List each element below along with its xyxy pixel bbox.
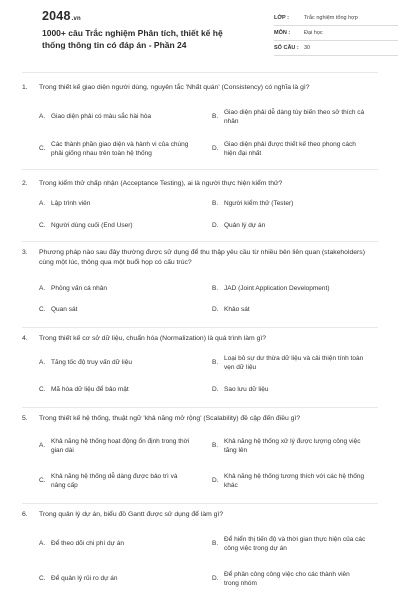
question-stem: Trong thiết kế hệ thống, thuật ngữ 'khả năng mở rộng' (Scalability) đề cập đến điều gì? <box>39 415 301 422</box>
info-row-count <box>274 41 398 56</box>
info-row-class <box>274 11 398 26</box>
option-letter: B. <box>212 442 219 450</box>
option-d[interactable] <box>212 304 380 316</box>
question-stem: Trong thiết kế giao diện người dùng, nguyên tắc 'Nhất quán' (Consistency) có nghĩa là gì? <box>39 84 310 91</box>
question-number: 5. <box>22 415 28 422</box>
question-2 <box>22 170 378 242</box>
option-letter: C. <box>39 306 46 314</box>
option-text: Để hiển thị tiến độ và thời gian thực hiện của các công việc trong dự án <box>224 535 366 552</box>
option-a[interactable] <box>39 435 207 457</box>
option-c[interactable] <box>39 304 207 316</box>
option-b[interactable] <box>212 533 380 555</box>
option-letter: C. <box>39 222 46 230</box>
option-letter: D. <box>212 222 219 230</box>
option-text: Khả năng hệ thống hoạt động ổn định trong thời gian dài <box>51 437 190 454</box>
option-text: Phỏng vấn cá nhân <box>51 285 108 293</box>
info-value: Đại học <box>304 30 323 36</box>
page-header <box>20 0 380 70</box>
option-letter: B. <box>212 113 219 121</box>
option-b[interactable] <box>212 352 380 374</box>
option-d[interactable] <box>212 139 380 159</box>
question-text <box>22 83 378 93</box>
option-text: Giao diện phải được thiết kế theo phong cách hiện đại nhất <box>224 140 356 157</box>
option-text: Tăng tốc độ truy vấn dữ liệu <box>51 359 132 367</box>
option-c[interactable] <box>39 220 207 232</box>
question-stem: Phương pháp nào sau đây thường được sử dụng để thu thập yêu cầu từ nhiều bên liên quan (stakeholders) cùng một lúc, thông qua một buổi họp có cấu trúc? <box>39 249 365 266</box>
option-c[interactable] <box>39 139 207 159</box>
question-text <box>22 179 378 189</box>
question-text <box>22 334 378 344</box>
info-label: MÔN : <box>274 30 291 36</box>
question-number: 6. <box>22 511 28 518</box>
option-text: Khả năng hệ thống dễ dàng được bảo trì và nâng cấp <box>51 472 178 489</box>
question-stem: Trong thiết kế cơ sở dữ liệu, chuẩn hóa (Normalization) là quá trình làm gì? <box>39 335 267 342</box>
option-d[interactable] <box>212 384 380 396</box>
info-value: 30 <box>304 45 311 51</box>
logo-text: 2048 <box>42 9 71 23</box>
option-letter: A. <box>39 200 46 208</box>
option-text: Khảo sát <box>224 306 250 314</box>
option-letter: D. <box>212 575 219 583</box>
option-letter: A. <box>39 285 46 293</box>
question-stem: Trong quản lý dự án, biểu đồ Gantt được sử dụng để làm gì? <box>39 511 224 518</box>
option-c[interactable] <box>39 568 207 590</box>
option-text: Mã hóa dữ liệu để bảo mật <box>51 386 129 394</box>
option-text: Giao diện phải dễ dàng tùy biến theo sở thích cá nhân <box>224 108 365 125</box>
option-b[interactable] <box>212 107 380 127</box>
option-d[interactable] <box>212 470 380 492</box>
option-letter: A. <box>39 540 46 548</box>
question-stem: Trong kiểm thử chấp nhận (Acceptance Testing), ai là người thực hiện kiểm thử? <box>39 180 283 187</box>
option-b[interactable] <box>212 198 380 210</box>
option-letter: B. <box>212 540 219 548</box>
option-c[interactable] <box>39 470 207 492</box>
option-text: Lập trình viên <box>51 200 91 208</box>
option-letter: A. <box>39 359 46 367</box>
option-text: Khả năng hệ thống xử lý được lượng công việc tăng lên <box>224 437 361 454</box>
question-number: 1. <box>22 84 28 91</box>
site-logo[interactable] <box>42 9 81 23</box>
option-text: Khả năng hệ thống tương thích với các hệ thống khác <box>224 472 365 489</box>
option-letter: A. <box>39 442 46 450</box>
info-value: Trắc nghiệm tổng hợp <box>304 15 358 21</box>
option-text: Quản lý dự án <box>224 222 266 230</box>
option-d[interactable] <box>212 568 380 590</box>
info-label: SỐ CÂU : <box>274 45 299 51</box>
question-text <box>22 510 378 520</box>
option-text: Quan sát <box>51 306 78 314</box>
option-text: Để phân công công việc cho các thành viên trong nhóm <box>224 570 350 587</box>
option-letter: C. <box>39 575 46 583</box>
logo-tld: .vn <box>71 16 81 22</box>
option-a[interactable] <box>39 352 207 374</box>
option-letter: D. <box>212 306 219 314</box>
question-4 <box>22 328 378 408</box>
option-letter: C. <box>39 477 46 485</box>
option-text: Người dùng cuối (End User) <box>51 222 133 230</box>
question-text <box>22 248 378 268</box>
option-letter: C. <box>39 145 46 153</box>
option-letter: D. <box>212 145 219 153</box>
option-text: Để quản lý rủi ro dự án <box>51 575 118 583</box>
option-text: Giao diện phải có màu sắc hài hòa <box>51 113 152 121</box>
option-letter: B. <box>212 200 219 208</box>
question-5 <box>22 408 378 504</box>
question-3 <box>22 242 378 328</box>
question-text <box>22 414 378 424</box>
question-number: 2. <box>22 180 28 187</box>
option-letter: B. <box>212 359 219 367</box>
question-6 <box>22 504 378 600</box>
option-letter: A. <box>39 113 46 121</box>
option-text: Loại bỏ sự dư thừa dữ liệu và cải thiện tính toàn vẹn dữ liệu <box>224 354 364 371</box>
option-a[interactable] <box>39 107 207 127</box>
option-text: Người kiểm thử (Tester) <box>224 200 294 208</box>
question-number: 3. <box>22 249 28 256</box>
option-d[interactable] <box>212 220 380 232</box>
info-table <box>274 11 398 56</box>
option-text: Để theo dõi chi phí dự án <box>51 540 125 548</box>
option-text: Các thành phần giao diện và hành vi của chúng phải giống nhau trên toàn hệ thống <box>51 140 189 157</box>
option-a[interactable] <box>39 198 207 210</box>
question-number: 4. <box>22 335 28 342</box>
option-c[interactable] <box>39 384 207 396</box>
option-letter: D. <box>212 386 219 394</box>
option-text: Sao lưu dữ liệu <box>224 386 269 394</box>
option-letter: C. <box>39 386 46 394</box>
option-a[interactable] <box>39 283 207 295</box>
option-b[interactable] <box>212 435 380 457</box>
option-letter: D. <box>212 477 219 485</box>
option-b[interactable] <box>212 283 380 295</box>
option-text: JAD (Joint Application Development) <box>224 285 330 293</box>
info-label: LỚP : <box>274 15 289 21</box>
page-title: 1000+ câu Trắc nghiệm Phân tích, thiết kế hệ thống thông tin có đáp án - Phần 24 <box>42 28 223 50</box>
option-a[interactable] <box>39 533 207 555</box>
info-row-subject <box>274 26 398 41</box>
option-letter: B. <box>212 285 219 293</box>
question-1 <box>22 72 378 170</box>
